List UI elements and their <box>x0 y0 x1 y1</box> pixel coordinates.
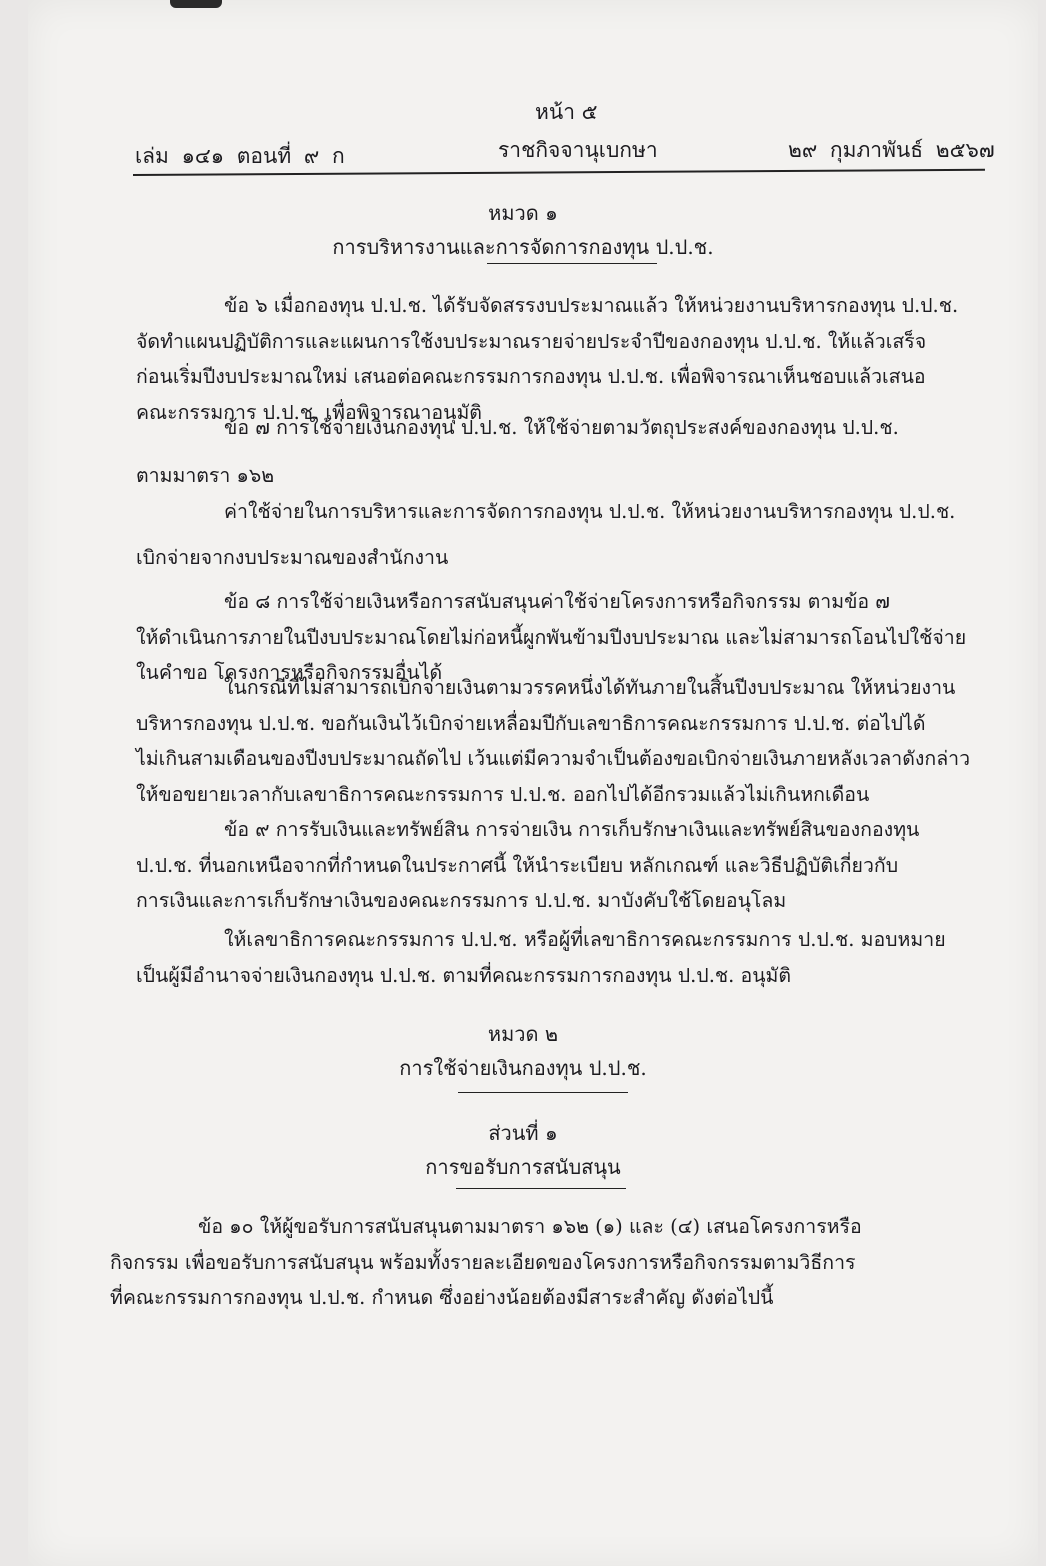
clause-line: เบิกจ่ายจากงบประมาณของสำนักงาน <box>136 545 449 569</box>
chapter-heading: หมวด ๒ <box>487 1022 559 1046</box>
clause-line: ให้ดำเนินการภายในปีงบประมาณโดยไม่ก่อหนี้ผูกพันข้ามปีงบประมาณ และไม่สามารถโอนไปใช้จ่าย <box>136 625 967 649</box>
clause-line: ข้อ ๘ การใช้จ่ายเงินหรือการสนับสนุนค่าใช้จ่ายโครงการหรือกิจกรรม ตามข้อ ๗ <box>224 590 890 613</box>
clause-10 <box>110 1209 970 1316</box>
clause-7 <box>136 410 986 493</box>
clause-line: คณะกรรมการ ป.ป.ช. เพื่อพิจารณาอนุมัติ <box>136 400 482 424</box>
clause-line: ค่าใช้จ่ายในการบริหารและการจัดการกองทุน ป.ป.ช. ให้หน่วยงานบริหารกองทุน ป.ป.ช. <box>224 500 956 523</box>
chapter-title: การบริหารงานและการจัดการกองทุน ป.ป.ช. <box>332 235 714 259</box>
clause-line: การเงินและการเก็บรักษาเงินของคณะกรรมการ ป.ป.ช. มาบังคับใช้โดยอนุโลม <box>136 889 787 912</box>
volume-issue: เล่ม ๑๔๑ ตอนที่ ๙ ก <box>135 144 345 168</box>
clause-line: ข้อ ๙ การรับเงินและทรัพย์สิน การจ่ายเงิน การเก็บรักษาเงินและทรัพย์สินของกองทุน <box>224 818 920 841</box>
clause-6 <box>136 288 986 430</box>
clause-line: บริหารกองทุน ป.ป.ช. ขอกันเงินไว้เบิกจ่ายเหลื่อมปีกับเลขาธิการคณะกรรมการ ป.ป.ช. ต่อไปได้ <box>136 711 926 735</box>
page-number: หน้า ๕ <box>535 100 598 124</box>
clause-line: ก่อนเริ่มปีงบประมาณใหม่ เสนอต่อคณะกรรมการกองทุน ป.ป.ช. เพื่อพิจารณาเห็นชอบแล้วเสนอ <box>136 365 926 388</box>
publication-date: ๒๙ กุมภาพันธ์ ๒๕๖๗ <box>788 138 995 162</box>
section-divider <box>458 1092 628 1093</box>
clause-7-paragraph-2 <box>136 494 986 575</box>
clause-line: จัดทำแผนปฏิบัติการและแผนการใช้งบประมาณรายจ่ายประจำปีของกองทุน ป.ป.ช. ให้แล้วเสร็จ <box>136 329 927 353</box>
section-divider <box>456 1188 626 1189</box>
clause-line: ในคำขอ โครงการหรือกิจกรรมอื่นได้ <box>136 661 443 684</box>
section-title: การขอรับการสนับสนุน <box>425 1155 621 1179</box>
chapter-title: การใช้จ่ายเงินกองทุน ป.ป.ช. <box>399 1056 647 1080</box>
clause-9 <box>136 812 986 919</box>
clause-line: ที่คณะกรรมการกองทุน ป.ป.ช. กำหนด ซึ่งอย่างน้อยต้องมีสาระสำคัญ ดังต่อไปนี้ <box>110 1286 774 1309</box>
clause-line: เป็นผู้มีอำนาจจ่ายเงินกองทุน ป.ป.ช. ตามที่คณะกรรมการกองทุน ป.ป.ช. อนุมัติ <box>136 963 792 987</box>
clause-9-paragraph-2 <box>136 922 986 993</box>
clause-line: ให้ขอขยายเวลากับเลขาธิการคณะกรรมการ ป.ป.ช. ออกไปได้อีกรวมแล้วไม่เกินหกเดือน <box>136 782 870 806</box>
chapter-heading: หมวด ๑ <box>488 201 558 225</box>
clause-line: ตามมาตรา ๑๖๒ <box>136 463 275 487</box>
section-divider <box>487 263 657 264</box>
clause-line: ในกรณีที่ไม่สามารถเบิกจ่ายเงินตามวรรคหนึ่งได้ทันภายในสิ้นปีงบประมาณ ให้หน่วยงาน <box>224 676 956 699</box>
section-heading: ส่วนที่ ๑ <box>488 1121 558 1145</box>
publication-title: ราชกิจจานุเบกษา <box>498 138 658 162</box>
clause-line: กิจกรรม เพื่อขอรับการสนับสนุน พร้อมทั้งรายละเอียดของโครงการหรือกิจกรรมตามวิธีการ <box>110 1250 856 1274</box>
clause-line: ป.ป.ช. ที่นอกเหนือจากที่กำหนดในประกาศนี้ ให้นำระเบียบ หลักเกณฑ์ และวิธีปฏิบัติเกี่ยวกับ <box>136 853 899 877</box>
clause-line: ไม่เกินสามเดือนของปีงบประมาณถัดไป เว้นแต่มีความจำเป็นต้องขอเบิกจ่ายเงินภายหลังเวลาดังกล่าว <box>136 747 971 770</box>
clause-line: ให้เลขาธิการคณะกรรมการ ป.ป.ช. หรือผู้ที่เลขาธิการคณะกรรมการ ป.ป.ช. มอบหมาย <box>224 928 946 951</box>
clause-line: ข้อ ๖ เมื่อกองทุน ป.ป.ช. ได้รับจัดสรรงบประมาณแล้ว ให้หน่วยงานบริหารกองทุน ป.ป.ช. <box>224 294 959 317</box>
clause-line: ข้อ ๗ การใช้จ่ายเงินกองทุน ป.ป.ช. ให้ใช้จ่ายตามวัตถุประสงค์ของกองทุน ป.ป.ช. <box>224 416 899 439</box>
clause-line: ข้อ ๑๐ ให้ผู้ขอรับการสนับสนุนตามมาตรา ๑๖๒ (๑) และ (๔) เสนอโครงการหรือ <box>198 1215 862 1238</box>
clause-8-paragraph-2 <box>136 670 986 812</box>
binder-clip <box>170 0 222 8</box>
